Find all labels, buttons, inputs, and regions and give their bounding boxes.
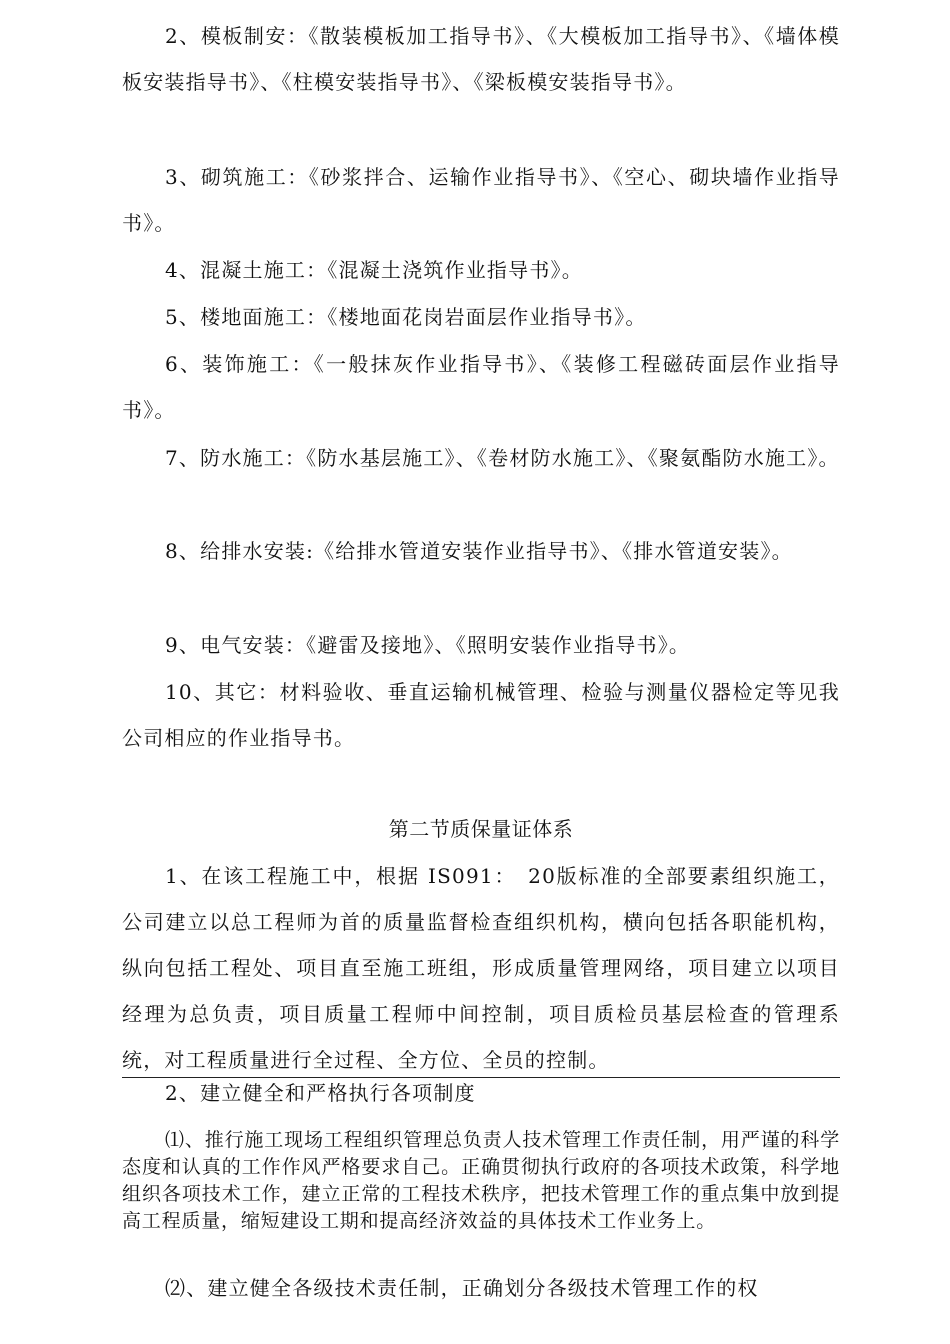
section-paragraph-1: 1、在该工程施工中，根据 IS091： 20版标准的全部要素组织施工，公司建立以总工程师为首的质量监督检查组织机构，横向包括各职能机构，纵向包括工程处、项目直至施工班组，形成质量管理网络，项目建立以项目经理为总负责，项目质量工程师中间控制，项目质检员基层检查的管理系统，对工程质量进行全过程、全方位、全员的控制。 (122, 864, 840, 1072)
item-other: 10、其它：材料验收、垂直运输机械管理、检验与测量仪器检定等见我公司相应的作业指导书。 (122, 680, 840, 750)
section-paragraph-2: 2、建立健全和严格执行各项制度 (165, 1081, 476, 1105)
item-electrical: 9、电气安装：《避雷及接地》、《照明安装作业指导书》。 (165, 633, 691, 657)
item-concrete: 4、混凝土施工：《混凝土浇筑作业指导书》。 (165, 258, 583, 282)
section-title: 第二节质保量证体系 (388, 817, 574, 841)
item-decoration: 6、装饰施工：《一般抹灰作业指导书》、《装修工程磁砖面层作业指导书》。 (122, 352, 840, 422)
sub-paragraph-2: ⑵、建立健全各级技术责任制，正确划分各级技术管理工作的权 (165, 1276, 759, 1300)
sub-paragraph-1: ⑴、推行施工现场工程组织管理总负责人技术管理工作责任制，用严谨的科学态度和认真的工作作风严格要求自己。正确贯彻执行政府的各项技术政策，科学地组织各项技术工作，建立正常的工程技术秩序，把技术管理工作的重点集中放到提高工程质量，缩短建设工期和提高经济效益的具体技术工作业务上。 (122, 1129, 840, 1232)
item-formwork: 2、模板制安：《散装模板加工指导书》、《大模板加工指导书》、《墙体模板安装指导书》、《柱模安装指导书》、《梁板模安装指导书》。 (122, 24, 840, 94)
item-masonry: 3、砌筑施工：《砂浆拌合、运输作业指导书》、《空心、砌块墙作业指导书》。 (122, 165, 840, 235)
item-plumbing: 8、给排水安装:《给排水管道安装作业指导书》、《排水管道安装》。 (165, 539, 793, 563)
item-flooring: 5、楼地面施工：《楼地面花岗岩面层作业指导书》。 (165, 305, 647, 329)
item-waterproofing: 7、防水施工：《防水基层施工》、《卷材防水施工》、《聚氨酯防水施工》。 (165, 446, 840, 470)
